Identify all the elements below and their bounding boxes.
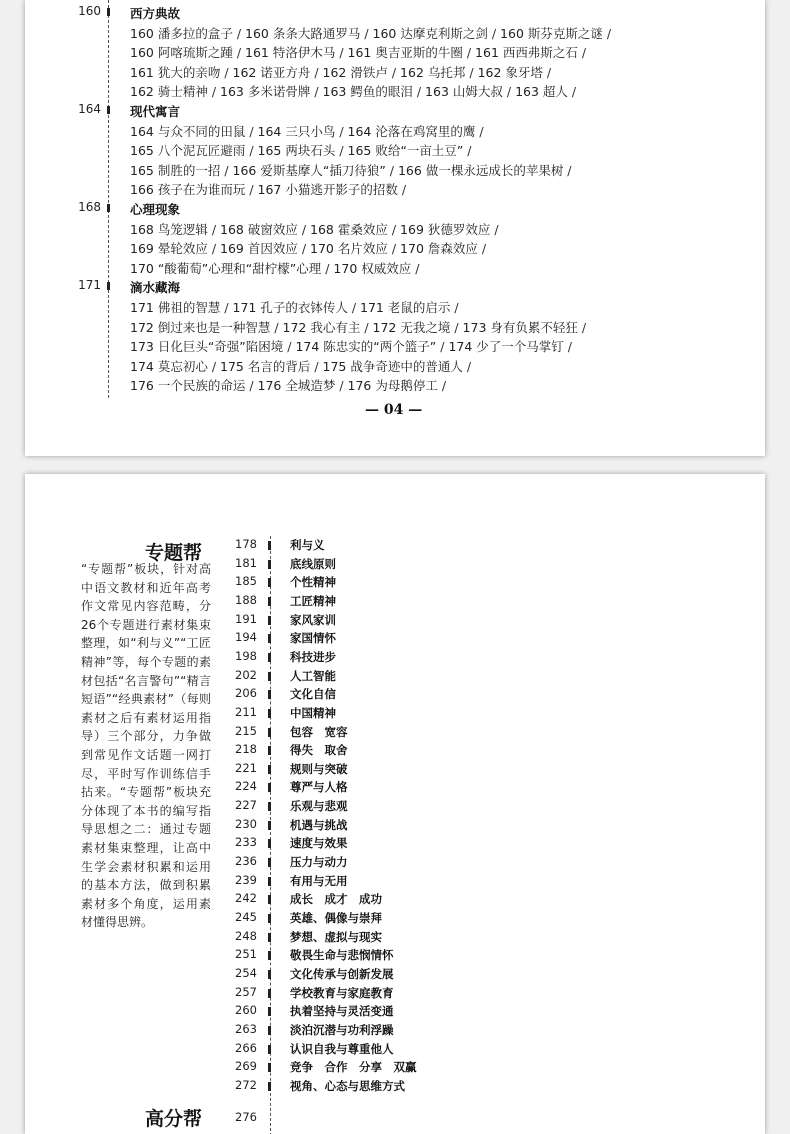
topic-title: 得失 取舍	[290, 743, 348, 758]
topic-title: 敬畏生命与悲悯情怀	[290, 948, 394, 963]
topic-page-number: 269	[235, 1059, 257, 1074]
timeline-tick	[268, 821, 271, 830]
topic-page-number: 194	[235, 630, 257, 645]
toc-entry: 172 我心有主	[282, 319, 361, 335]
timeline-tick	[268, 877, 271, 886]
topic-page-number: 257	[235, 984, 257, 999]
toc-entry: 162 象牙塔	[477, 64, 543, 80]
section-heading: 专题帮	[145, 542, 203, 564]
entry-separator: /	[310, 84, 323, 100]
topic-title: 英雄、偶像与崇拜	[290, 911, 382, 925]
toc-entry: 162 骑士精神	[130, 84, 208, 100]
topic-title: 底线原则	[290, 556, 336, 571]
topic-title: 淡泊沉潜与功利浮躁	[290, 1022, 394, 1037]
topic-page-number: 251	[235, 947, 257, 962]
section-title: 现代寓言	[130, 104, 181, 119]
entry-separator: /	[563, 339, 572, 355]
toc-entry: 165 两块石头	[257, 143, 336, 159]
entry-line	[130, 161, 572, 179]
topic-page-number: 178	[235, 537, 257, 551]
entry-separator: /	[207, 221, 221, 237]
entry-separator: /	[232, 45, 246, 61]
topic-title: 家国情怀	[290, 631, 336, 646]
topic-title: 乐观与悲观	[290, 799, 348, 814]
toc-entry: 172 倒过来也是一种智慧	[130, 319, 271, 335]
entry-separator: /	[310, 64, 323, 80]
toc-entry: 171 孔子的衣钵传人	[232, 300, 348, 315]
entry-line	[130, 82, 576, 100]
toc-entry: 171 老鼠的启示	[360, 300, 451, 315]
toc-entry: 165 制胜的一招	[130, 162, 221, 178]
topic-title: 人工智能	[290, 668, 336, 683]
timeline-tick	[268, 746, 271, 755]
topic-title: 家风家训	[290, 612, 336, 627]
section-page-number: 168	[78, 200, 101, 214]
topic-page-number: 191	[235, 611, 257, 626]
timeline-tick	[268, 895, 271, 904]
toc-entry: 168 鸟笼逻辑	[130, 221, 208, 237]
toc-entry: 171 佛祖的智慧	[130, 300, 221, 315]
toc-entry: 169 首因效应	[220, 241, 298, 257]
entry-separator: /	[220, 64, 233, 80]
timeline-tick	[268, 783, 271, 792]
toc-entry: 164 沦落在鸡窝里的鹰	[347, 123, 476, 139]
toc-entry: 173 日化巨头“奇强”陷困境	[130, 339, 284, 355]
topic-page-number: 206	[235, 686, 257, 701]
entry-separator: /	[465, 64, 478, 80]
toc-entry: 165 八个泥瓦匠避雨	[130, 143, 246, 159]
topic-page-number: 236	[235, 854, 257, 869]
entry-separator: /	[385, 162, 398, 178]
entry-separator: /	[387, 221, 401, 237]
toc-entry: 160 斯芬克斯之谜	[500, 25, 603, 41]
timeline-tick	[268, 709, 271, 718]
topic-title: 压力与动力	[290, 855, 348, 870]
timeline-tick	[107, 282, 110, 290]
topic-title: 有用与无用	[290, 873, 348, 888]
toc-entry: 174 陈忠实的“两个篮子”	[295, 339, 437, 355]
timeline-tick	[268, 653, 271, 662]
entry-separator: /	[360, 25, 373, 41]
next-section-heading: 高分帮	[145, 1108, 203, 1130]
timeline-tick	[268, 1007, 271, 1016]
toc-entry: 176 为母鹅停工	[347, 378, 438, 394]
entry-separator: /	[207, 358, 221, 374]
timeline-tick	[268, 858, 271, 867]
entry-separator: /	[335, 45, 348, 61]
topic-page-number: 202	[235, 667, 257, 682]
toc-entry: 166 孩子在为谁而玩	[130, 182, 246, 198]
entry-line	[130, 298, 459, 316]
timeline-tick	[268, 728, 271, 737]
entry-separator: /	[567, 84, 577, 100]
entry-separator: /	[411, 260, 420, 276]
timeline-tick	[268, 1063, 271, 1072]
timeline-tick	[107, 106, 110, 114]
topic-page-number: 260	[235, 1003, 257, 1018]
topic-page-number: 233	[235, 835, 257, 850]
topic-page-number: 248	[235, 928, 257, 943]
timeline-tick	[268, 672, 271, 681]
topic-title: 文化传承与创新发展	[290, 966, 394, 981]
entry-separator: /	[462, 358, 472, 374]
topic-title: 包容 宽容	[290, 724, 348, 739]
toc-entry: 165 败给“一亩土豆”	[347, 143, 464, 159]
entry-separator: /	[360, 319, 373, 335]
timeline-tick	[107, 204, 110, 212]
entry-separator: /	[397, 182, 407, 198]
timeline-dashed-line	[108, 0, 109, 398]
timeline-tick	[268, 989, 271, 998]
topic-title: 文化自信	[290, 687, 336, 702]
toc-entry: 161 特洛伊木马	[245, 45, 336, 61]
topic-title: 中国精神	[290, 705, 336, 720]
entry-separator: /	[577, 45, 587, 61]
topic-page-number: 245	[235, 910, 257, 924]
topic-title: 个性精神	[290, 575, 336, 590]
entry-separator: /	[220, 300, 233, 315]
entry-separator: /	[450, 300, 459, 315]
timeline-tick	[268, 970, 271, 979]
toc-entry: 175 战争奇迹中的普通人	[322, 358, 463, 374]
topic-title: 尊严与人格	[290, 780, 348, 795]
topic-page-number: 181	[235, 555, 257, 570]
entry-separator: /	[310, 358, 323, 374]
topic-page-number: 198	[235, 648, 257, 663]
timeline-tick	[268, 541, 271, 550]
toc-entry: 166 爱斯基摩人“插刀待狼”	[232, 162, 386, 178]
entry-separator: /	[335, 123, 348, 139]
toc-entry: 166 做一棵永远成长的苹果树	[397, 162, 564, 178]
entry-separator: /	[245, 182, 258, 198]
toc-entry: 168 破窗效应	[220, 221, 298, 237]
topic-page-number: 263	[235, 1021, 257, 1036]
topic-title: 规则与突破	[290, 761, 348, 776]
topic-page-number: 221	[235, 760, 257, 775]
toc-entry: 168 霍桑效应	[310, 221, 388, 237]
toc-entry: 169 狄德罗效应	[400, 221, 491, 237]
entry-separator: /	[450, 319, 463, 335]
toc-entry: 160 条条大路通罗马	[245, 25, 361, 41]
entry-separator: /	[387, 241, 401, 257]
entry-separator: /	[245, 123, 258, 139]
section-title: 心理现象	[130, 202, 181, 217]
toc-entry: 170 名片效应	[310, 241, 388, 257]
topic-page-number: 185	[235, 574, 257, 589]
toc-entry: 164 与众不同的田鼠	[130, 123, 246, 139]
topic-page-number: 239	[235, 872, 257, 887]
section-page-number: 160	[78, 4, 101, 18]
entry-line	[130, 337, 572, 355]
section-title: 滴水藏海	[130, 280, 181, 296]
toc-entry: 162 诺亚方舟	[232, 64, 311, 80]
toc-entry: 170 “酸葡萄”心理和“甜柠檬”心理	[130, 260, 322, 276]
entry-line	[130, 259, 419, 277]
entry-separator: /	[387, 64, 401, 80]
topic-title: 梦想、虚拟与现实	[290, 929, 382, 944]
entry-separator: /	[220, 162, 233, 178]
timeline-tick	[268, 802, 271, 811]
toc-entry: 162 乌托邦	[400, 64, 466, 80]
entry-separator: /	[412, 84, 426, 100]
toc-entry: 176 一个民族的命运	[130, 378, 246, 394]
topic-page-number: 230	[235, 816, 257, 831]
entry-separator: /	[602, 25, 612, 41]
entry-line	[130, 24, 611, 42]
entry-separator: /	[475, 123, 484, 139]
entry-separator: /	[502, 84, 516, 100]
toc-entry: 172 无我之境	[372, 319, 451, 335]
section-page-number: 171	[78, 278, 101, 293]
timeline-tick	[268, 1045, 271, 1054]
entry-line	[130, 220, 499, 238]
topic-title: 利与义	[290, 538, 325, 552]
entry-line	[130, 239, 486, 257]
entry-separator: /	[577, 319, 587, 335]
entry-line	[130, 122, 484, 140]
timeline-tick	[268, 690, 271, 699]
topic-title: 科技进步	[290, 649, 336, 664]
entry-separator: /	[321, 260, 334, 276]
topic-title: 执着坚持与灵活变通	[290, 1004, 394, 1019]
topic-title: 认识自我与尊重他人	[290, 1041, 394, 1056]
entry-separator: /	[207, 241, 221, 257]
section-page-number: 164	[78, 102, 101, 116]
entry-separator: /	[335, 378, 348, 394]
topic-title: 机遇与挑战	[290, 817, 348, 832]
toc-page-04	[25, 0, 765, 456]
toc-entry: 176 全城造梦	[257, 378, 336, 394]
timeline-tick	[268, 634, 271, 643]
topic-page-number: 224	[235, 779, 257, 794]
toc-entry: 161 奥吉亚斯的牛圈	[347, 45, 463, 61]
toc-entry: 162 滑铁卢	[322, 64, 388, 80]
entry-separator: /	[437, 378, 447, 394]
toc-entry: 175 名言的背后	[220, 358, 311, 374]
entry-line	[130, 43, 586, 61]
topic-page-number: 211	[235, 704, 257, 719]
timeline-tick	[268, 914, 271, 923]
entry-line	[130, 357, 471, 375]
entry-separator: /	[207, 84, 221, 100]
toc-entry: 160 达摩克利斯之剑	[372, 25, 488, 41]
entry-separator: /	[490, 221, 499, 237]
entry-line	[130, 141, 472, 159]
entry-separator: /	[347, 300, 361, 315]
topic-page-number: 218	[235, 742, 257, 757]
entry-separator: /	[270, 319, 283, 335]
entry-separator: /	[462, 45, 476, 61]
entry-separator: /	[487, 25, 501, 41]
toc-entry: 169 晕轮效应	[130, 241, 208, 257]
toc-entry: 170 詹森效应	[400, 241, 478, 257]
toc-entry: 164 三只小鸟	[257, 123, 336, 139]
entry-separator: /	[283, 339, 296, 355]
entry-separator: /	[563, 162, 572, 178]
timeline-tick	[268, 578, 271, 587]
topic-title: 工匠精神	[290, 593, 336, 608]
toc-entry: 160 阿喀琉斯之踵	[130, 45, 233, 61]
section-description: “专题帮”板块，针对高中语文教材和近年高考作文常见内容范畴，分26个专题进行素材集束整理，如“利与义”“工匠精神”等，每个专题的素材包括“名言警句”“精言短语”“经典素材”（每则素材之后有素材运用指导）三个部分，力争做到常见作文话题一网打尽，平时写作训练信手拈来。“专题帮”板块充分体现了本书的编写指导思想之二：通过专题素材集束整理，让高中生学会素材积累和运用的基本方法，做到积累素材多个角度，运用素材懂得思辨。	[81, 562, 211, 930]
entry-line	[130, 63, 551, 81]
timeline-tick	[268, 560, 271, 569]
timeline-tick	[268, 765, 271, 774]
topic-page-number: 266	[235, 1040, 257, 1055]
entry-separator: /	[477, 241, 487, 257]
timeline-tick	[268, 616, 271, 625]
toc-entry: 173 身有负累不轻狂	[462, 319, 578, 335]
topic-page-number: 242	[235, 891, 257, 906]
toc-entry: 163 超人	[515, 84, 568, 100]
entry-separator: /	[436, 339, 449, 355]
topic-title: 竞争 合作 分享 双赢	[290, 1060, 417, 1075]
topic-page-number: 254	[235, 965, 257, 980]
toc-entry: 163 山姆大叔	[425, 84, 503, 100]
toc-page-special-topics	[25, 474, 765, 1134]
topic-title: 成长 成才 成功	[290, 892, 382, 907]
entry-line	[130, 180, 406, 198]
topic-page-number: 272	[235, 1077, 257, 1092]
topic-page-number: 227	[235, 798, 257, 813]
entry-separator: /	[335, 143, 348, 159]
toc-entry: 174 少了一个马掌钉	[448, 339, 564, 355]
toc-entry: 170 权威效应	[333, 260, 412, 276]
section-title: 西方典故	[130, 6, 181, 21]
toc-entry: 161 西西弗斯之石	[475, 45, 578, 61]
entry-line	[130, 376, 446, 394]
entry-separator: /	[297, 221, 311, 237]
entry-line	[130, 318, 586, 336]
toc-entry: 160 潘多拉的盒子	[130, 25, 233, 41]
toc-entry: 163 鳄鱼的眼泪	[322, 84, 413, 100]
toc-entry: 161 犹大的亲吻	[130, 64, 221, 80]
timeline-tick	[268, 597, 271, 606]
entry-separator: /	[297, 241, 311, 257]
entry-separator: /	[232, 25, 246, 41]
entry-separator: /	[463, 143, 472, 159]
page-number-footer: — 04 —	[365, 402, 423, 418]
topic-title: 速度与效果	[290, 836, 348, 851]
entry-separator: /	[542, 64, 552, 80]
timeline-tick	[268, 951, 271, 960]
toc-entry: 174 莫忘初心	[130, 358, 208, 374]
entry-separator: /	[245, 378, 258, 394]
timeline-tick	[268, 1082, 271, 1091]
next-section-page: 276	[235, 1110, 257, 1124]
timeline-tick	[268, 1026, 271, 1035]
topic-title: 视角、心态与思维方式	[290, 1078, 405, 1093]
toc-entry: 163 多米诺骨牌	[220, 84, 311, 100]
topic-title: 学校教育与家庭教育	[290, 985, 394, 1000]
timeline-tick	[107, 8, 110, 16]
timeline-tick	[268, 839, 271, 848]
entry-separator: /	[245, 143, 258, 159]
toc-entry: 167 小猫逃开影子的招数	[257, 182, 398, 198]
topic-page-number: 188	[235, 592, 257, 607]
timeline-tick	[268, 933, 271, 942]
topic-page-number: 215	[235, 723, 257, 738]
